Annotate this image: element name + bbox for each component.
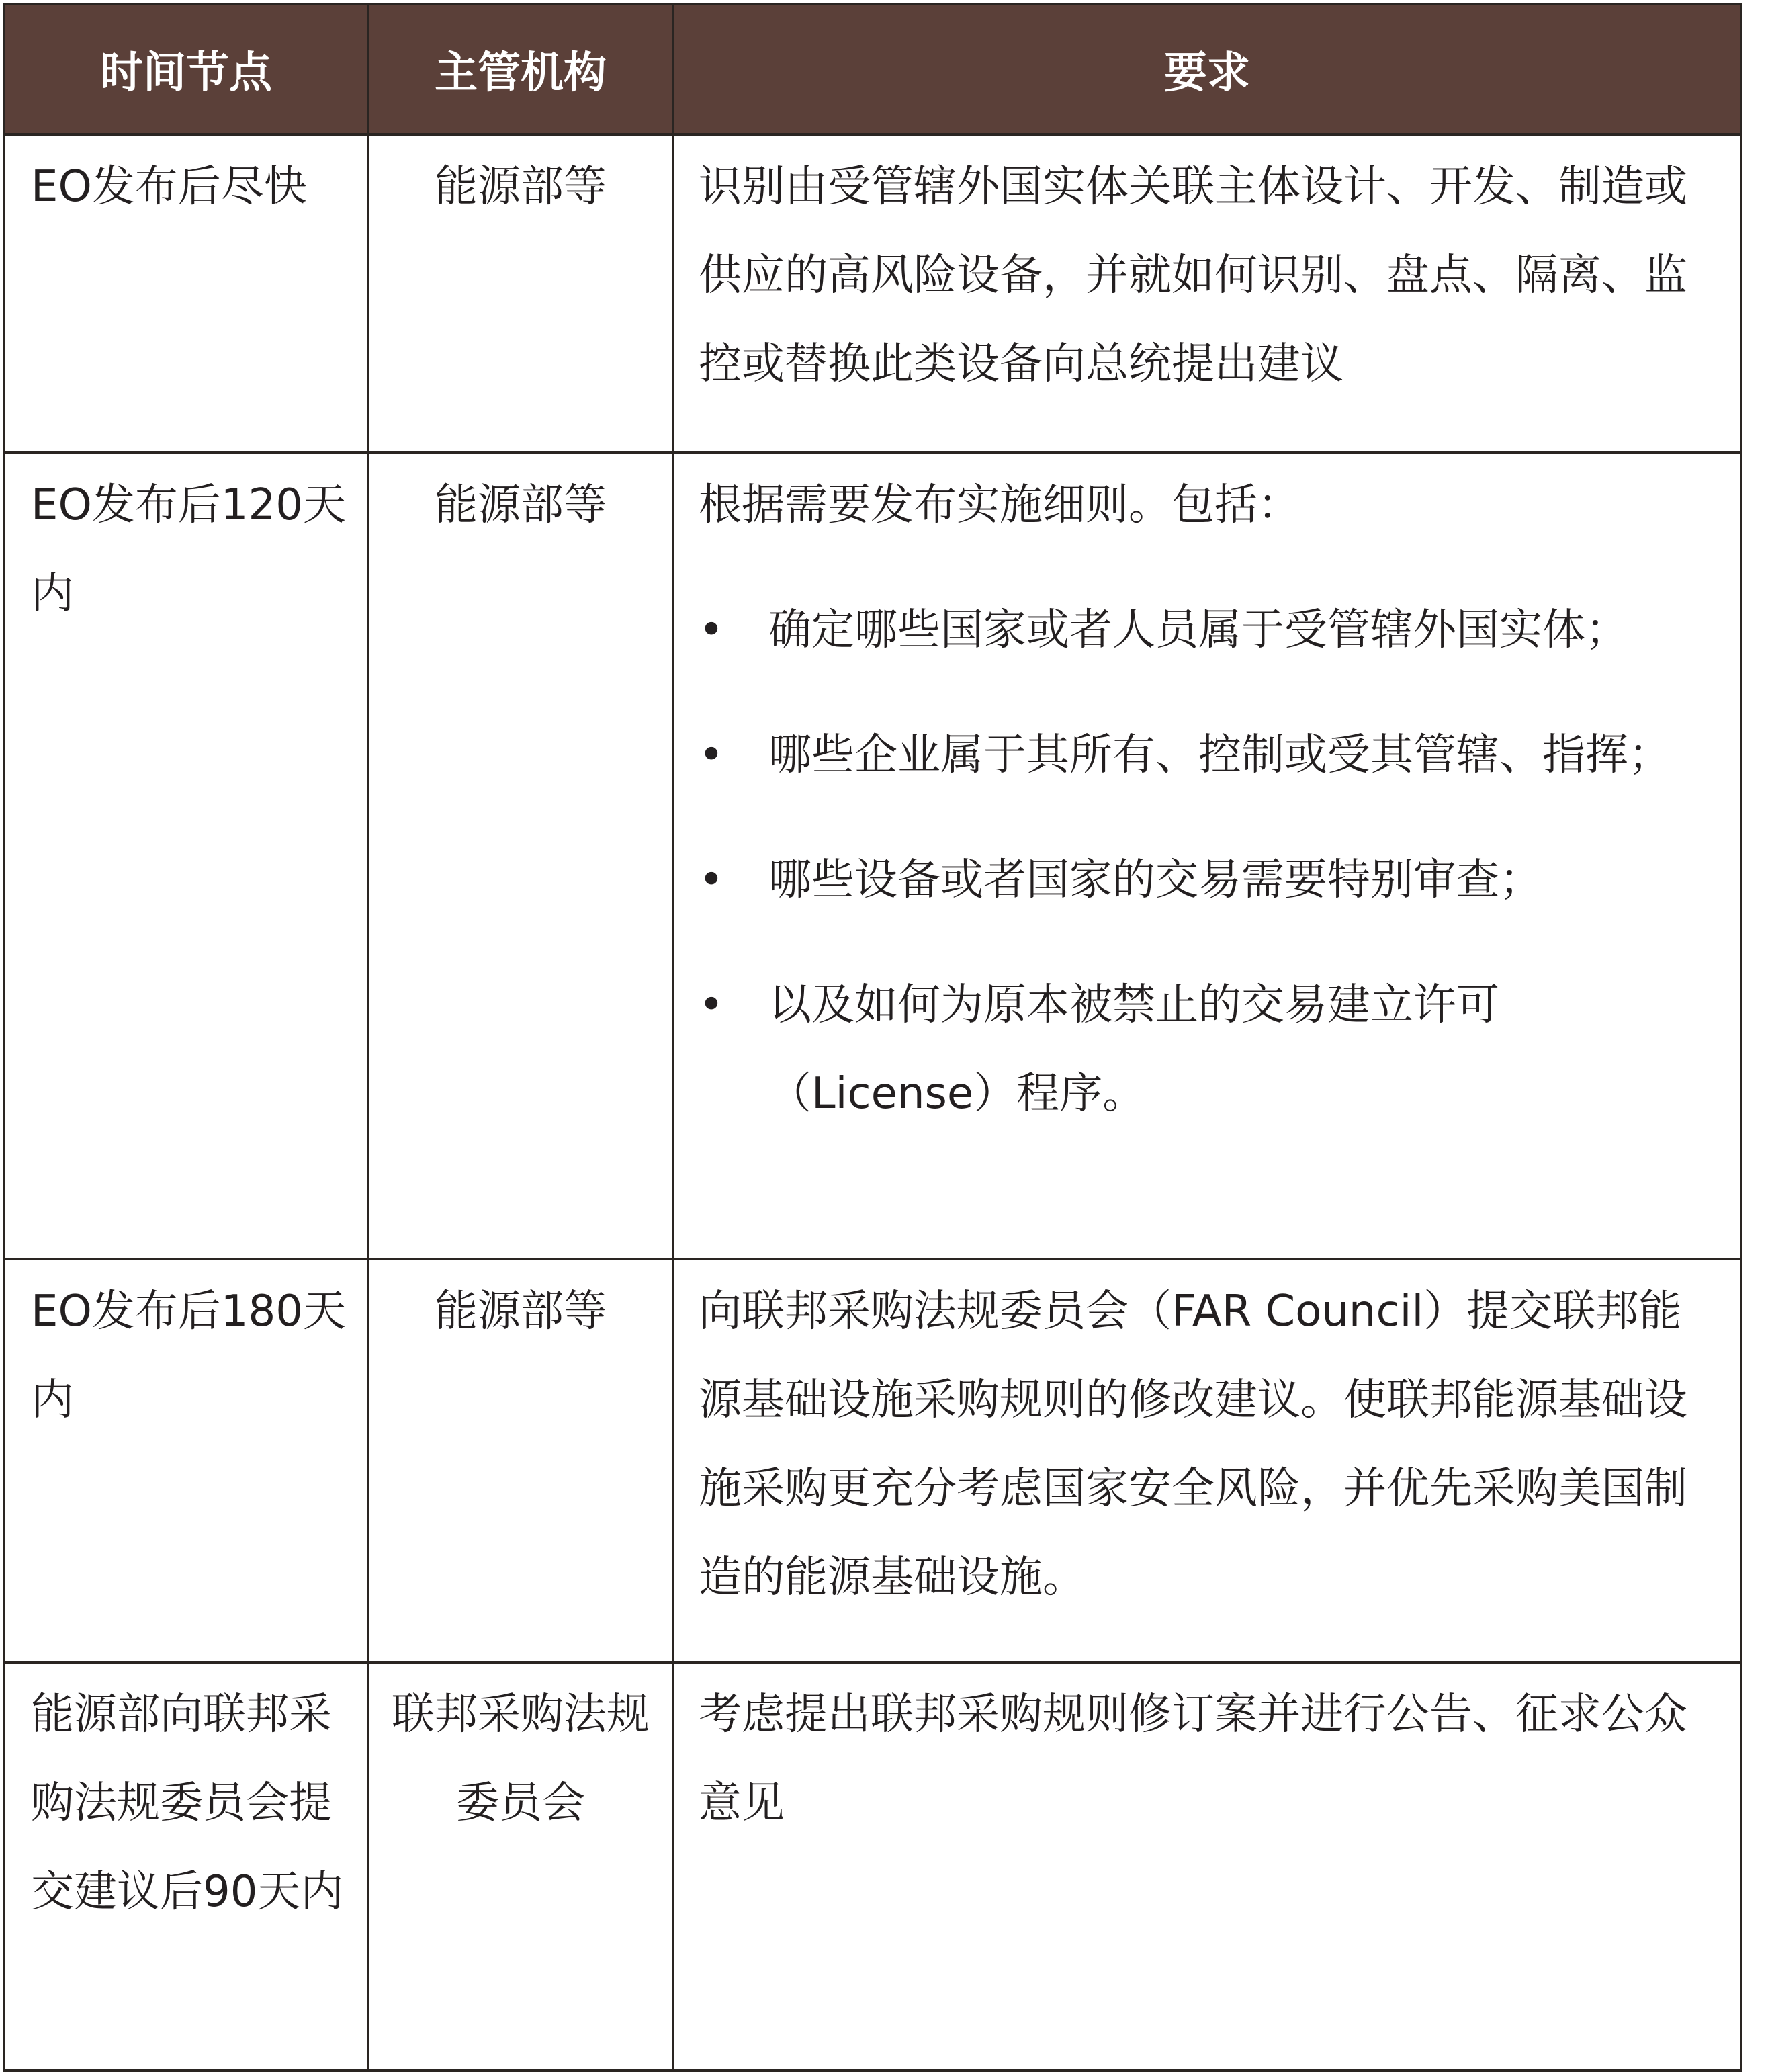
agency-cell: 能源部等 [368, 134, 673, 453]
requirement-cell: 识别由受管辖外国实体关联主体设计、开发、制造或供应的高风险设备，并就如何识别、盘点、隔离、监控或替换此类设备向总统提出建议 [673, 134, 1741, 453]
bullet-icon: • [699, 605, 724, 655]
list-item [699, 586, 1717, 675]
table-row [4, 134, 1741, 453]
requirement-cell: 向联邦采购法规委员会（FAR Council）提交联邦能源基础设施采购规则的修改建议。使联邦能源基础设施采购更充分考虑国家安全风险，并优先采购美国制造的能源基础设施。 [673, 1259, 1741, 1662]
bullet-icon: • [699, 730, 724, 780]
header-agency: 主管机构 [368, 4, 673, 134]
list-item [699, 711, 1717, 800]
agency-cell: 能源部等 [368, 453, 673, 1259]
requirement-bullet-list [699, 586, 1717, 1138]
bullet-text: 哪些企业属于其所有、控制或受其管辖、指挥； [768, 730, 1671, 780]
table-header-row [4, 4, 1741, 134]
agency-cell: 能源部等 [368, 1259, 673, 1662]
agency-cell: 联邦采购法规委员会 [368, 1662, 673, 2071]
list-item [699, 836, 1717, 924]
time-cell: EO发布后180天内 [4, 1259, 368, 1662]
requirement-cell: 考虑提出联邦采购规则修订案并进行公告、征求公众意见 [673, 1662, 1741, 2071]
list-item [699, 961, 1717, 1138]
requirement-intro: 根据需要发布实施细则。包括： [699, 480, 1300, 530]
header-requirement: 要求 [673, 4, 1741, 134]
time-cell: EO发布后尽快 [4, 134, 368, 453]
table-row [4, 1662, 1741, 2071]
table-row [4, 453, 1741, 1259]
bullet-text: 确定哪些国家或者人员属于受管辖外国实体； [768, 605, 1628, 655]
header-time: 时间节点 [4, 4, 368, 134]
bullet-icon: • [699, 980, 724, 1030]
time-cell: EO发布后120天内 [4, 453, 368, 1259]
time-cell: 能源部向联邦采购法规委员会提交建议后90天内 [4, 1662, 368, 2071]
bullet-icon: • [699, 855, 724, 905]
table-row [4, 1259, 1741, 1662]
requirement-cell [673, 453, 1741, 1259]
policy-timeline-table [3, 3, 1742, 2072]
bullet-text: 哪些设备或者国家的交易需要特别审查； [768, 855, 1542, 905]
bullet-text: 以及如何为原本被禁止的交易建立许可（License）程序。 [768, 980, 1499, 1119]
